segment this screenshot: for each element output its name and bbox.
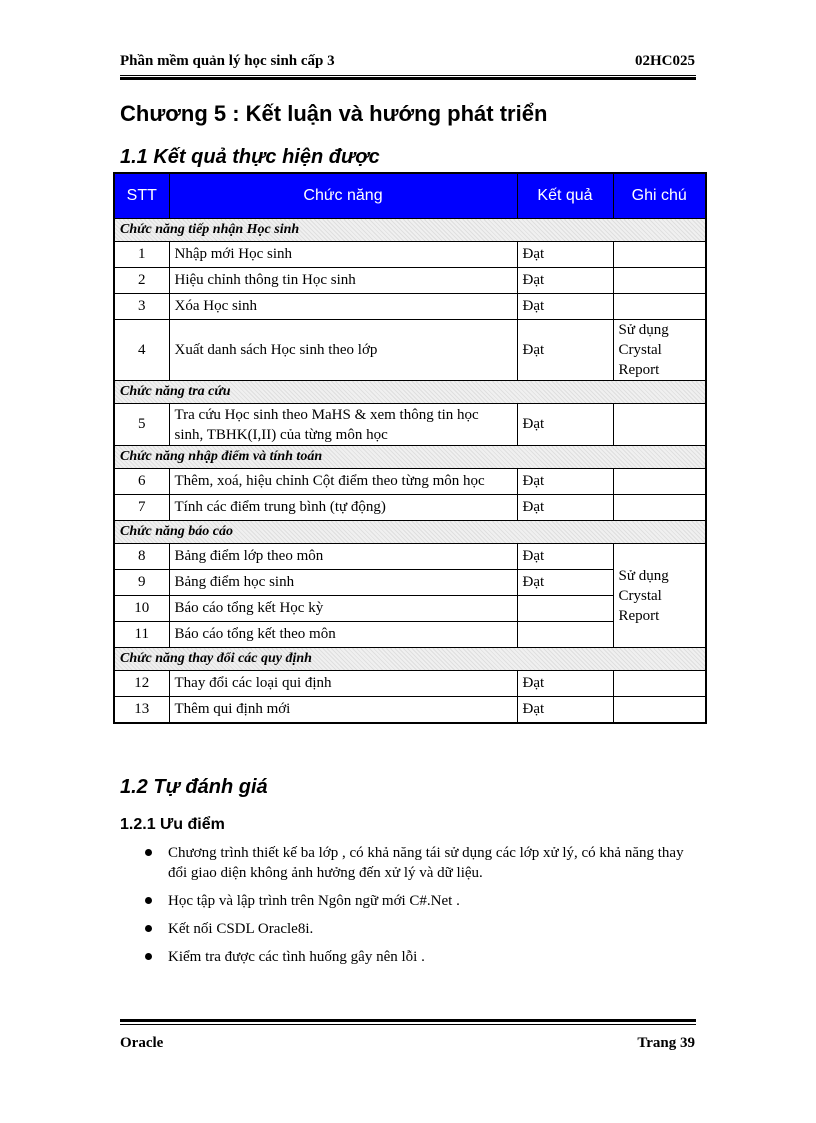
table-header-row bbox=[114, 173, 706, 219]
bullet-icon bbox=[145, 925, 152, 932]
row-stt: 10 bbox=[114, 596, 169, 622]
list-item bbox=[140, 891, 700, 911]
header-function: Chức năng bbox=[169, 173, 517, 219]
bullet-icon bbox=[145, 897, 152, 904]
row-stt: 8 bbox=[114, 544, 169, 570]
advantages-list bbox=[140, 843, 700, 975]
row-function: Hiệu chỉnh thông tin Học sinh bbox=[169, 268, 517, 294]
row-result bbox=[517, 596, 613, 622]
row-function: Báo cáo tổng kết theo môn bbox=[169, 622, 517, 648]
table-row bbox=[114, 320, 706, 381]
bullet-icon bbox=[145, 849, 152, 856]
note-line: Sử dụng bbox=[618, 567, 669, 584]
note-line: Sử dụng bbox=[618, 322, 669, 338]
group-title: Chức năng tra cứu bbox=[114, 381, 706, 404]
row-note bbox=[613, 671, 706, 697]
table-row bbox=[114, 268, 706, 294]
row-function: Báo cáo tổng kết Học kỳ bbox=[169, 596, 517, 622]
list-item-text: Kết nối CSDL Oracle8i. bbox=[168, 921, 314, 937]
row-result: Đạt bbox=[517, 495, 613, 521]
table-group-row bbox=[114, 521, 706, 544]
row-stt: 4 bbox=[114, 320, 169, 381]
chapter-title: Chương 5 : Kết luận và hướng phát triển bbox=[120, 101, 548, 126]
function-line: sinh, TBHK(I,II) của từng môn học bbox=[174, 426, 388, 443]
row-result: Đạt bbox=[517, 469, 613, 495]
row-function: Tính các điểm trung bình (tự động) bbox=[169, 495, 517, 521]
table-row bbox=[114, 469, 706, 495]
table-group-row bbox=[114, 219, 706, 242]
table-row bbox=[114, 404, 706, 446]
group-title: Chức năng nhập điểm và tính toán bbox=[114, 446, 706, 469]
bullet-icon bbox=[145, 953, 152, 960]
group-title: Chức năng tiếp nhận Học sinh bbox=[114, 219, 706, 242]
row-note bbox=[613, 697, 706, 724]
page-header bbox=[120, 53, 695, 75]
header-note: Ghi chú bbox=[613, 173, 706, 219]
row-stt: 12 bbox=[114, 671, 169, 697]
row-function: Bảng điểm học sinh bbox=[169, 570, 517, 596]
row-result: Đạt bbox=[517, 697, 613, 724]
row-function: Thay đổi các loại qui định bbox=[169, 671, 517, 697]
table-row bbox=[114, 544, 706, 570]
row-note bbox=[613, 404, 706, 446]
row-note bbox=[613, 294, 706, 320]
row-stt: 5 bbox=[114, 404, 169, 446]
list-item-text: Học tập và lập trình trên Ngôn ngữ mới C#.Net . bbox=[168, 893, 460, 909]
row-result bbox=[517, 622, 613, 648]
row-function: Nhập mới Học sinh bbox=[169, 242, 517, 268]
note-line: Report bbox=[618, 607, 660, 624]
row-function: Thêm, xoá, hiệu chỉnh Cột điểm theo từng môn học bbox=[169, 469, 517, 495]
header-document-title: Phần mềm quản lý học sinh cấp 3 bbox=[120, 53, 335, 69]
section-title-self-assessment: 1.2 Tự đánh giá bbox=[120, 776, 268, 798]
table-row bbox=[114, 242, 706, 268]
row-note bbox=[613, 495, 706, 521]
row-stt: 6 bbox=[114, 469, 169, 495]
results-table bbox=[113, 172, 707, 724]
row-function: Thêm qui định mới bbox=[169, 697, 517, 724]
row-result: Đạt bbox=[517, 242, 613, 268]
note-line: Crystal bbox=[618, 342, 662, 358]
list-item-text: Kiểm tra được các tình huống gây nên lỗi . bbox=[168, 949, 425, 965]
list-item bbox=[140, 843, 700, 883]
row-function: Xuất danh sách Học sinh theo lớp bbox=[169, 320, 517, 381]
row-stt: 1 bbox=[114, 242, 169, 268]
row-note bbox=[613, 268, 706, 294]
row-result: Đạt bbox=[517, 268, 613, 294]
group-title: Chức năng báo cáo bbox=[114, 521, 706, 544]
row-note bbox=[613, 320, 706, 381]
function-line: Tra cứu Học sinh theo MaHS & xem thông tin học bbox=[174, 406, 479, 423]
row-function: Xóa Học sinh bbox=[169, 294, 517, 320]
group-title: Chức năng thay đổi các quy định bbox=[114, 648, 706, 671]
table-row bbox=[114, 697, 706, 724]
header-result: Kết quả bbox=[517, 173, 613, 219]
row-stt: 9 bbox=[114, 570, 169, 596]
row-function: Bảng điểm lớp theo môn bbox=[169, 544, 517, 570]
row-note bbox=[613, 242, 706, 268]
row-stt: 3 bbox=[114, 294, 169, 320]
table-group-row bbox=[114, 381, 706, 404]
table-row bbox=[114, 294, 706, 320]
note-line: Report bbox=[618, 362, 660, 378]
header-stt: STT bbox=[114, 173, 169, 219]
section-title-results: 1.1 Kết quả thực hiện được bbox=[120, 146, 380, 168]
row-result: Đạt bbox=[517, 570, 613, 596]
row-note bbox=[613, 469, 706, 495]
footer-rule-thick bbox=[120, 1019, 696, 1022]
table-row bbox=[114, 495, 706, 521]
row-result: Đạt bbox=[517, 294, 613, 320]
row-stt: 11 bbox=[114, 622, 169, 648]
list-item-text: Chương trình thiết kế ba lớp , có khả năng tái sử dụng các lớp xử lý, có khả năng thay đổi giao diện không ảnh hưởng đến xử lý và dữ liệu. bbox=[168, 845, 684, 881]
row-note-merged bbox=[613, 544, 706, 648]
footer-rule-thin bbox=[120, 1024, 696, 1025]
subsection-title-advantages: 1.2.1 Ưu điểm bbox=[120, 816, 225, 833]
row-stt: 2 bbox=[114, 268, 169, 294]
row-result: Đạt bbox=[517, 671, 613, 697]
table-row bbox=[114, 671, 706, 697]
row-stt: 13 bbox=[114, 697, 169, 724]
note-line: Crystal bbox=[618, 587, 662, 604]
footer-left-text: Oracle bbox=[120, 1035, 164, 1051]
row-stt: 7 bbox=[114, 495, 169, 521]
row-result: Đạt bbox=[517, 320, 613, 381]
page-number: Trang 39 bbox=[637, 1035, 695, 1051]
table-group-row bbox=[114, 648, 706, 671]
header-document-code: 02HC025 bbox=[635, 53, 695, 69]
table-group-row bbox=[114, 446, 706, 469]
list-item bbox=[140, 947, 700, 967]
row-function bbox=[169, 404, 517, 446]
header-rule-thin bbox=[120, 75, 696, 76]
header-rule-thick bbox=[120, 77, 696, 80]
row-result: Đạt bbox=[517, 544, 613, 570]
list-item bbox=[140, 919, 700, 939]
row-result: Đạt bbox=[517, 404, 613, 446]
